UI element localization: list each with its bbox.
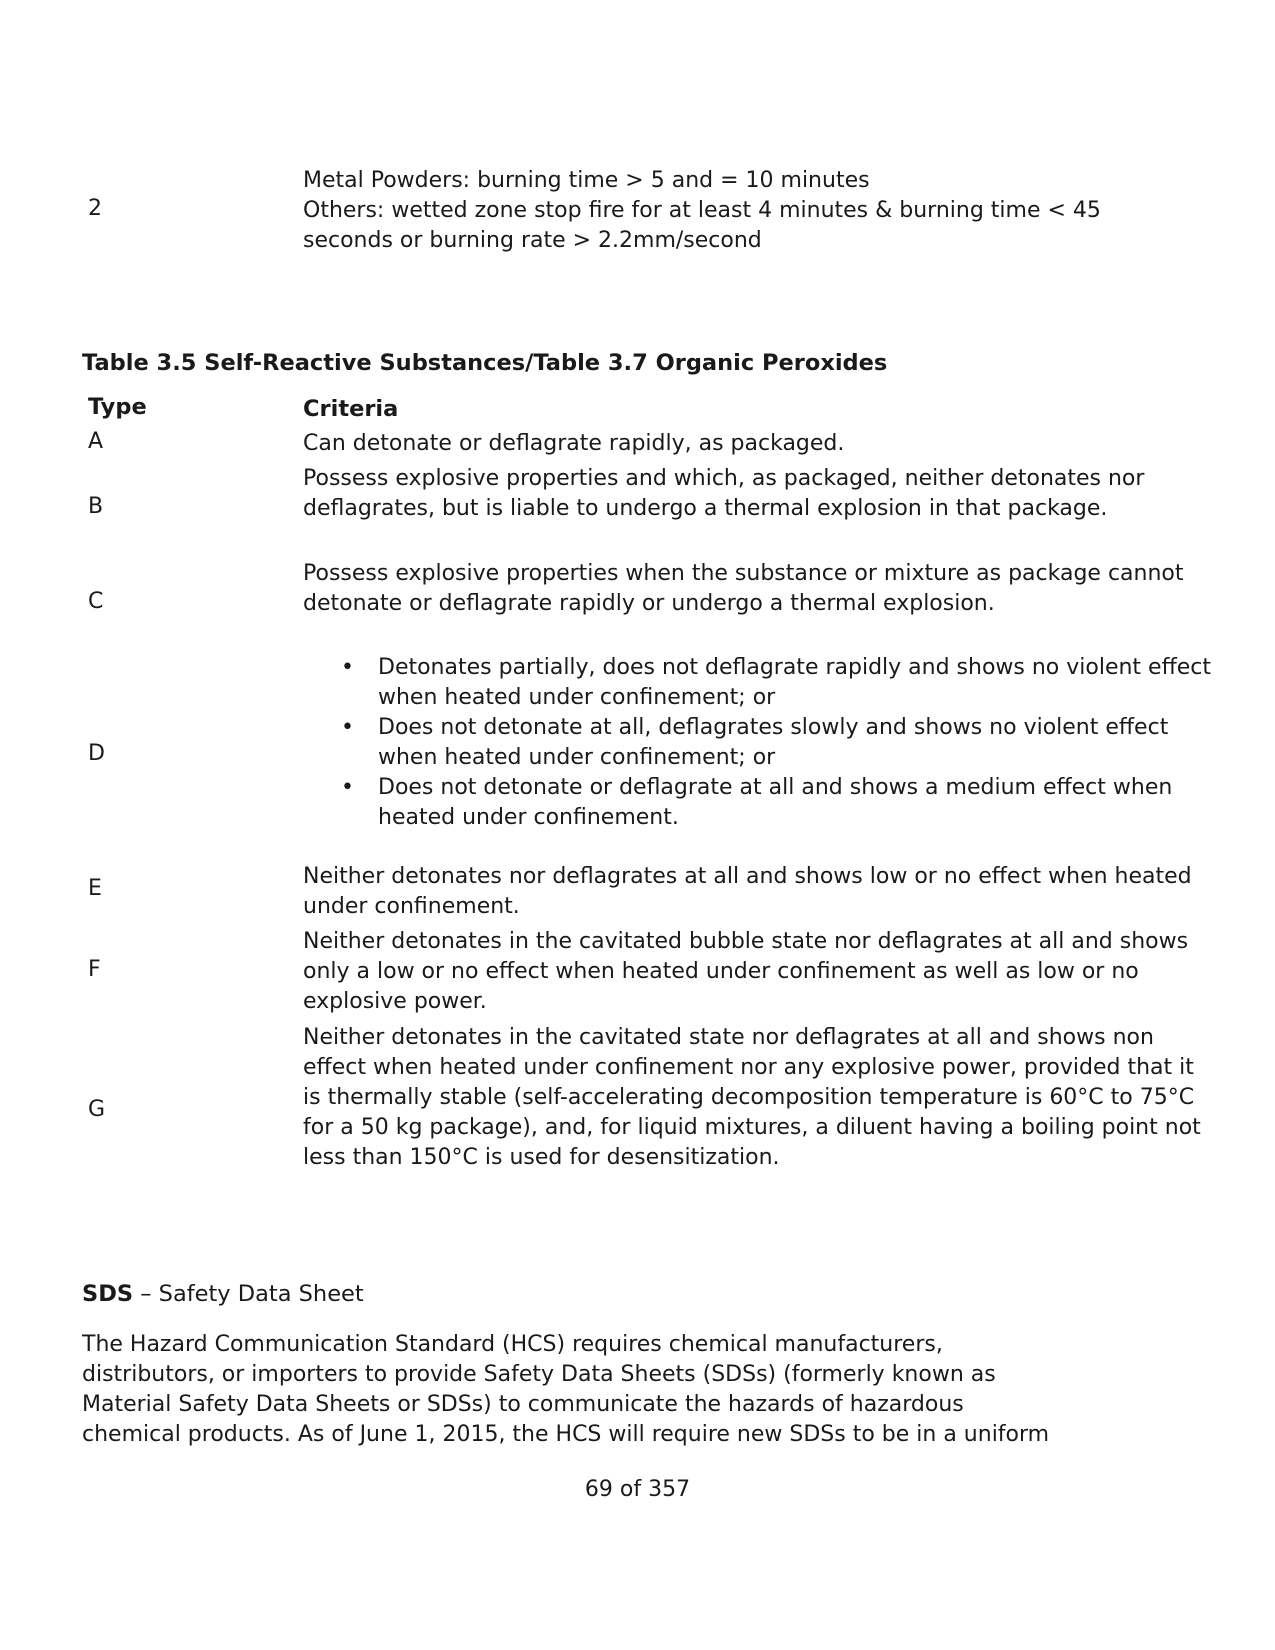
row-type: F — [88, 957, 101, 982]
row-type: A — [88, 429, 104, 454]
row-criteria: Possess explosive properties and which, as packaged, neither detonates nor deflagrates, but is liable to undergo a thermal explosion in that package. — [303, 466, 1145, 521]
carryover-criteria — [303, 166, 1218, 256]
row-criteria: Possess explosive properties when the substance or mixture as package cannot detonate or deflagrate rapidly or undergo a thermal explosion. — [303, 561, 1184, 616]
row-criteria-bullets — [303, 653, 1218, 833]
bullet-list — [303, 653, 1218, 833]
carryover-category: 2 — [88, 196, 102, 221]
paragraph-line: Material Safety Data Sheets or SDSs) to communicate the hazards of hazardous — [82, 1392, 964, 1417]
sds-dash: – — [133, 1281, 159, 1307]
sds-definition — [82, 1281, 364, 1307]
sds-meaning: Safety Data Sheet — [158, 1281, 364, 1307]
row-criteria: Neither detonates in the cavitated bubble state nor deflagrates at all and shows only a low or no effect when heated under confinement as well as low or no explosive power. — [303, 929, 1189, 1014]
carryover-criteria-line: seconds or burning rate > 2.2mm/second — [303, 228, 762, 253]
carryover-criteria-line: Metal Powders: burning time > 5 and = 10 minutes — [303, 168, 870, 193]
paragraph-line: The Hazard Communication Standard (HCS) requires chemical manufacturers, — [82, 1332, 943, 1357]
paragraph-line: chemical products. As of June 1, 2015, the HCS will require new SDSs to be in a uniform — [82, 1422, 1050, 1447]
page-number: 69 of 357 — [584, 1477, 691, 1502]
table-title: Table 3.5 Self-Reactive Substances/Table 3.7 Organic Peroxides — [82, 350, 888, 376]
bullet-item: • Does not detonate at all, deflagrates slowly and shows no violent effect when heated under confinement; or — [303, 713, 1218, 773]
row-criteria: Can detonate or deflagrate rapidly, as packaged. — [303, 431, 845, 456]
row-type: E — [88, 876, 102, 901]
paragraph-line: distributors, or importers to provide Safety Data Sheets (SDSs) (formerly known as — [82, 1362, 996, 1387]
bullet-item: • Does not detonate or deflagrate at all and shows a medium effect when heated under confinement. — [303, 773, 1218, 833]
hcs-paragraph — [82, 1330, 1212, 1450]
header-criteria: Criteria — [303, 396, 399, 422]
carryover-criteria-line: Others: wetted zone stop fire for at least 4 minutes & burning time < 45 — [303, 198, 1101, 223]
row-criteria: Neither detonates nor deflagrates at all and shows low or no effect when heated under confinement. — [303, 864, 1192, 919]
row-type: G — [88, 1097, 106, 1122]
row-type: C — [88, 589, 104, 614]
header-type: Type — [88, 394, 147, 420]
row-type: B — [88, 494, 104, 519]
row-criteria: Neither detonates in the cavitated state nor deflagrates at all and shows non effect when heated under confinement nor any explosive power, provided that it is thermally stable (self-accelerating decomposition temperature is 60°C to 75°C for a 50 kg package), and, for liquid mixtures, a diluent having a boiling point not less than 150°C is used for desensitization. — [303, 1025, 1201, 1170]
row-type: D — [88, 741, 105, 766]
bullet-item: • Detonates partially, does not deflagrate rapidly and shows no violent effect when heated under confinement; or — [303, 653, 1218, 713]
sds-term: SDS — [82, 1281, 134, 1307]
